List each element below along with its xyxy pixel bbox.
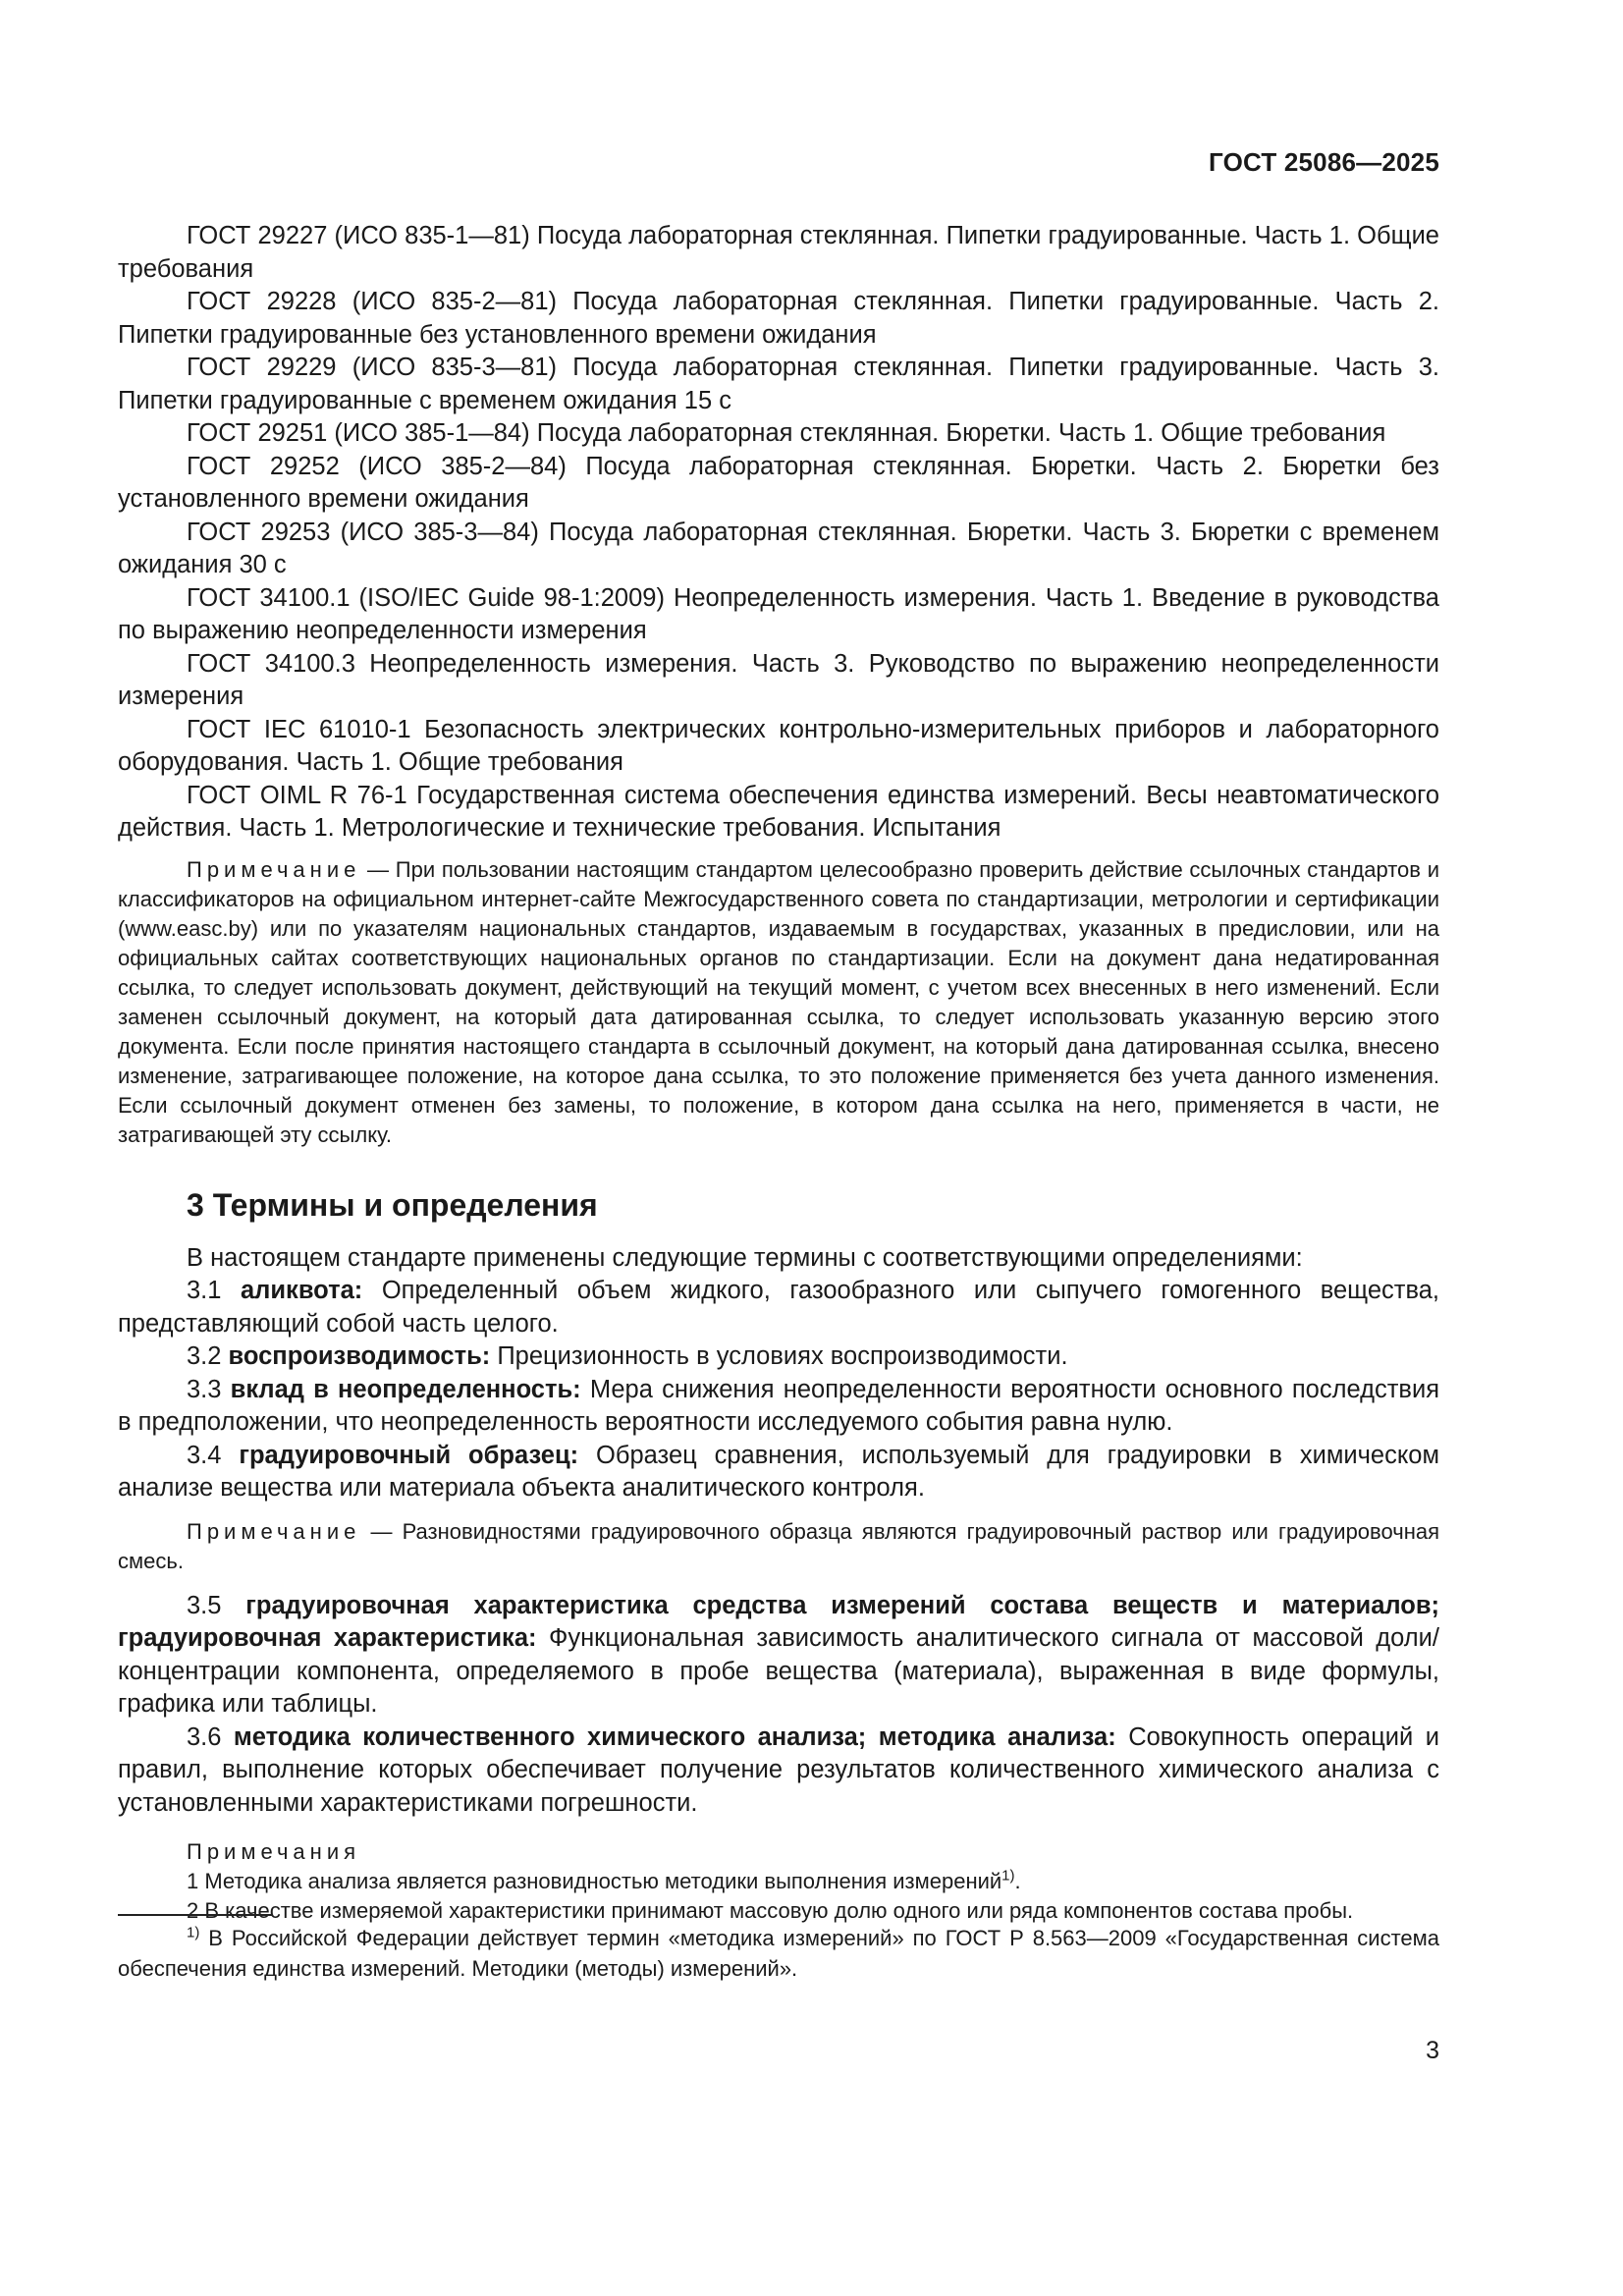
note-item-1 (187, 1867, 1439, 1896)
footnote-text: В Российской Федерации действует термин «методика измерений» по ГОСТ Р 8.563—2009 «Государственная система обеспечения единства измерений. Методики (методы) измерений». (118, 1926, 1439, 1981)
term-entry-3-3 (118, 1374, 1439, 1440)
reference-item: ГОСТ 34100.1 (ISO/IEC Guide 98-1:2009) Неопределенность измерения. Часть 1. Введение в руководства по выражению неопределенности измерения (118, 583, 1439, 644)
note-label: Примечание (187, 856, 361, 882)
reference-item: ГОСТ 29253 (ИСО 385-3—84) Посуда лабораторная стеклянная. Бюретки. Часть 3. Бюретки с временем ожидания 30 с (118, 518, 1439, 578)
term-number: 3.4 (187, 1441, 240, 1469)
term-entry-3-5 (118, 1590, 1439, 1722)
term-name: аликвота: (241, 1277, 363, 1304)
footnote-ref[interactable]: 1) (1001, 1867, 1015, 1885)
term-name: методика количественного химического анализа; методика анализа: (233, 1722, 1116, 1751)
note-item-2: 2 В качестве измеряемой характеристики принимают массовую долю одного или ряда компонентов состава пробы. (187, 1898, 1354, 1923)
term-definition: Прецизионность в условиях воспроизводимости. (490, 1342, 1068, 1370)
term-definition: Определенный объем жидкого, газообразного или сыпучего гомогенного вещества, представляющий собой часть целого. (118, 1277, 1439, 1338)
term-name: градуировочная характеристика средства измерений состава веществ и материалов; градуировочная характеристика: (118, 1591, 1439, 1652)
reference-item: ГОСТ 29228 (ИСО 835-2—81) Посуда лабораторная стеклянная. Пипетки градуированные. Часть 2. Пипетки градуированные без установленного времени ожидания (118, 288, 1439, 349)
section-title: 3 Термины и определения (187, 1186, 598, 1223)
term-number: 3.5 (187, 1591, 246, 1619)
term-number: 3.2 (187, 1342, 229, 1370)
term-name: вклад в неопределенность: (230, 1375, 581, 1403)
footnote-marker: 1) (187, 1924, 200, 1941)
term-entry-3-6 (118, 1722, 1439, 1821)
reference-item: ГОСТ IEC 61010-1 Безопасность электрических контрольно-измерительных приборов и лабораторного оборудования. Часть 1. Общие требования (118, 715, 1439, 776)
reference-item: ГОСТ 29227 (ИСО 835-1—81) Посуда лабораторная стеклянная. Пипетки градуированные. Часть 1. Общие требования (118, 222, 1439, 283)
reference-item: ГОСТ 29252 (ИСО 385-2—84) Посуда лабораторная стеклянная. Бюретки. Часть 2. Бюретки без установленного времени ожидания (118, 452, 1439, 513)
note-text: — Разновидностями градуировочного образца являются градуировочный раствор или градуировочная смесь. (118, 1518, 1439, 1573)
term-definition: Функциональная зависимость аналитического сигнала от массовой доли/концентрации компонента, определяемого в пробе вещества (материала), выраженная в виде формулы, графика или таблицы. (118, 1624, 1439, 1718)
term-note (118, 1517, 1439, 1576)
note-item-end: . (1014, 1869, 1021, 1893)
term-definition: Образец сравнения, используемый для градуировки в химическом анализе вещества или материала объекта аналитического контроля. (118, 1441, 1440, 1502)
note-label: Примечание (187, 1518, 361, 1544)
reference-item: ГОСТ OIML R 76-1 Государственная система обеспечения единства измерений. Весы неавтоматического действия. Часть 1. Метрологические и технические требования. Испытания (118, 781, 1439, 842)
document-code-header: ГОСТ 25086—2025 (1209, 147, 1439, 177)
footnote-divider (118, 1914, 273, 1916)
term-number: 3.1 (187, 1277, 241, 1304)
term-entry-3-4 (118, 1440, 1439, 1505)
term-entry-3-1 (118, 1275, 1439, 1340)
term-definition: Совокупность операций и правил, выполнение которых обеспечивает получение результатов количественного химического анализа с установленными характеристиками погрешности. (118, 1722, 1439, 1817)
reference-item: ГОСТ 29229 (ИСО 835-3—81) Посуда лабораторная стеклянная. Пипетки градуированные. Часть 3. Пипетки градуированные с временем ожидания 15 с (118, 354, 1439, 414)
document-body (118, 220, 1439, 1926)
term-definition: Мера снижения неопределенности вероятности основного последствия в предположении, что неопределенность вероятности исследуемого события равна нулю. (118, 1375, 1439, 1436)
note-item-text: 1 Методика анализа является разновидностью методики выполнения измерений (187, 1869, 1002, 1893)
reference-item: ГОСТ 34100.3 Неопределенность измерения. Часть 3. Руководство по выражению неопределенности измерения (118, 649, 1439, 710)
reference-item: ГОСТ 29251 (ИСО 385-1—84) Посуда лабораторная стеклянная. Бюретки. Часть 1. Общие требования (187, 419, 1386, 447)
note-text: — При пользовании настоящим стандартом целесообразно проверить действие ссылочных стандартов и классификаторов на официальном интернет-сайте Межгосударственного совета по стандартизации, метрологии и сертификации (www.easc.by) или по указателям национальных стандартов, издаваемым в государствах, указанных в предисловии, или на официальных сайтах соответствующих национальных органов по стандартизации. Если на документ дана недатированная ссылка, то следует использовать документ, действующий на текущий момент, с учетом всех внесенных в него изменений. Если заменен ссылочный документ, на который дата датированная ссылка, то следует использовать указанную версию этого документа. Если после принятия настоящего стандарта в ссылочный документ, на который дана датированная ссылка, внесено изменение, затрагивающее положение, на которое дана ссылка, то это положение применяется без учета данного изменения. Если ссылочный документ отменен без замены, то положение, в котором дана ссылка на него, применяется в части, не затрагивающей эту ссылку. (118, 856, 1439, 1147)
term-number: 3.3 (187, 1375, 231, 1403)
term-entry-3-2 (118, 1340, 1439, 1374)
page-number: 3 (1426, 2037, 1439, 2064)
notes-label: Примечания (187, 1839, 361, 1864)
footnote (118, 1923, 1439, 1984)
section-intro: В настоящем стандарте применены следующие термины с соответствующими определениями: (187, 1243, 1303, 1272)
term-name: воспроизводимость: (228, 1342, 491, 1370)
term-number: 3.6 (187, 1722, 234, 1751)
term-name: градуировочный образец: (239, 1441, 579, 1469)
references-note (118, 855, 1439, 1150)
